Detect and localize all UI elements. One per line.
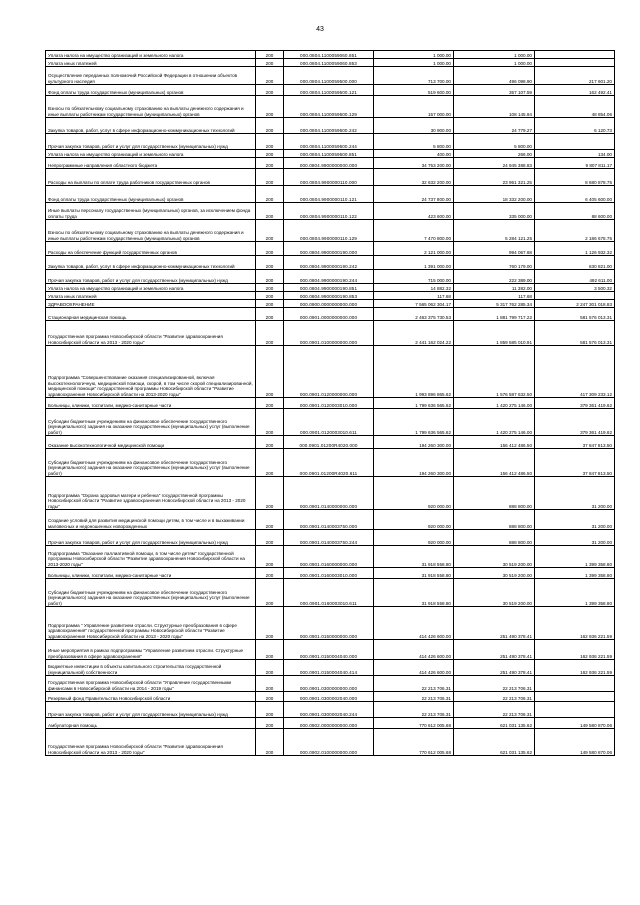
row-remaining-cell: 149 580 870.06: [535, 729, 615, 756]
row-code-cell: 200: [256, 169, 284, 186]
row-classification-cell: 000.0902.0100000000.000: [284, 729, 374, 756]
row-code-cell: 200: [256, 660, 284, 676]
row-plan-cell: 7 470 800.00: [374, 220, 454, 242]
row-plan-cell: 31 918 558.80: [374, 546, 454, 568]
row-classification-cell: 000.0804.9900000000.000: [284, 158, 374, 169]
row-classification-cell: 000.0804.9900000190.244: [284, 270, 374, 284]
row-plan-cell: 1 993 896 865.62: [374, 346, 454, 398]
row-executed-cell: 156 412 486.50: [454, 436, 535, 449]
row-classification-cell: 000.0901.01200R4020.611: [284, 449, 374, 477]
table-row: [46, 729, 615, 756]
row-code-cell: 200: [256, 321, 284, 346]
table-row: [46, 96, 615, 118]
row-plan-cell: 715 000.00: [374, 270, 454, 284]
row-name-cell: Иные мероприятия в рамках подпрограммы "Управление развитием отрасли. Структурные преобразования в сфере здравоохранения": [46, 640, 256, 660]
row-classification-cell: 000.0804.9900000190.242: [284, 256, 374, 270]
table-row: [46, 308, 615, 321]
row-remaining-cell: [535, 692, 615, 702]
table-row: [46, 203, 615, 220]
row-plan-cell: 22 213 706.31: [374, 676, 454, 692]
row-code-cell: 200: [256, 676, 284, 692]
row-plan-cell: 7 565 062 304.17: [374, 300, 454, 308]
row-remaining-cell: 162 936 221.59: [535, 640, 615, 660]
row-classification-cell: 000.0804.9900000110.000: [284, 169, 374, 186]
row-remaining-cell: 149 580 870.06: [535, 718, 615, 729]
row-plan-cell: 920 000.00: [374, 510, 454, 530]
row-remaining-cell: 217 601.20: [535, 67, 615, 85]
table-row: [46, 270, 615, 284]
row-classification-cell: 000.0804.9900000190.000: [284, 242, 374, 256]
row-remaining-cell: 379 361 419.62: [535, 409, 615, 436]
row-name-cell: Прочая закупка товаров, работ и услуг для государственных (муниципальных) нужд: [46, 702, 256, 718]
row-executed-cell: 5 800.00: [454, 134, 535, 150]
row-code-cell: 200: [256, 134, 284, 150]
row-code-cell: 200: [256, 436, 284, 449]
row-remaining-cell: 417 309 233.12: [535, 346, 615, 398]
row-name-cell: Создание условий для развития медицинской помощи детям, в том числе и в выхаживании маловесных и недоношенных новорожденных: [46, 510, 256, 530]
row-classification-cell: 000.0901.0150004040.000: [284, 640, 374, 660]
table-row: [46, 256, 615, 270]
row-code-cell: 200: [256, 640, 284, 660]
row-executed-cell: 108 145.94: [454, 96, 535, 118]
row-code-cell: 200: [256, 579, 284, 607]
row-remaining-cell: [535, 676, 615, 692]
row-classification-cell: 000.0901.0160003010.611: [284, 579, 374, 607]
row-code-cell: 200: [256, 186, 284, 203]
row-name-cell: Подпрограмма " Управление развитием отрасли. Структурные преобразования в сфере здравоохранения" государственной программы Новосибирской области "Развитие здравоохранения Новосибирской области на 2013 - 2020 годы": [46, 607, 256, 640]
row-plan-cell: 22 213 706.31: [374, 702, 454, 718]
row-executed-cell: 1 576 587 632.50: [454, 346, 535, 398]
row-name-cell: Уплата иных платежей: [46, 59, 256, 67]
row-name-cell: Прочая закупка товаров, работ и услуг для государственных (муниципальных) нужд: [46, 530, 256, 546]
row-classification-cell: 000.0901.0300000000.000: [284, 676, 374, 692]
table-row: [46, 640, 615, 660]
row-remaining-cell: 6 120.73: [535, 118, 615, 134]
table-row: [46, 67, 615, 85]
row-executed-cell: 23 951 321.25: [454, 169, 535, 186]
table-row: [46, 702, 615, 718]
row-plan-cell: 519 600.00: [374, 85, 454, 96]
row-classification-cell: 000.0804.1100059500.242: [284, 118, 374, 134]
row-code-cell: 200: [256, 59, 284, 67]
row-code-cell: 200: [256, 118, 284, 134]
table-row: [46, 568, 615, 579]
table-row: [46, 579, 615, 607]
row-code-cell: 200: [256, 530, 284, 546]
row-plan-cell: 22 213 706.31: [374, 692, 454, 702]
row-executed-cell: 888 800.00: [454, 530, 535, 546]
row-classification-cell: 000.0804.9900000190.853: [284, 292, 374, 300]
row-classification-cell: 000.0804.1100059060.853: [284, 59, 374, 67]
row-classification-cell: 000.0902.0000000000.000: [284, 718, 374, 729]
row-remaining-cell: 1 399 358.80: [535, 546, 615, 568]
row-plan-cell: 14 882.32: [374, 284, 454, 292]
row-name-cell: Уплата налога на имущество организаций и земельного налога: [46, 284, 256, 292]
row-remaining-cell: [535, 51, 615, 59]
row-remaining-cell: 1 399 358.80: [535, 568, 615, 579]
table-row: [46, 292, 615, 300]
table-row: [46, 449, 615, 477]
row-executed-cell: 251 490 378.41: [454, 660, 535, 676]
row-code-cell: 200: [256, 51, 284, 59]
row-name-cell: Фонд оплаты труда государственных (муниципальных) органов: [46, 85, 256, 96]
row-name-cell: Закупка товаров, работ, услуг в сфере информационно-коммуникационных технологий: [46, 118, 256, 134]
row-executed-cell: 22 213 706.31: [454, 692, 535, 702]
row-classification-cell: 000.0804.1100059500.121: [284, 85, 374, 96]
row-executed-cell: 22 213 706.31: [454, 702, 535, 718]
row-plan-cell: 30 900.00: [374, 118, 454, 134]
row-executed-cell: 30 519 200.00: [454, 579, 535, 607]
row-plan-cell: 920 000.00: [374, 477, 454, 510]
row-name-cell: Оказание высокотехнологичной медицинской помощи: [46, 436, 256, 449]
row-code-cell: 200: [256, 346, 284, 398]
row-remaining-cell: 492 611.00: [535, 270, 615, 284]
row-executed-cell: 251 490 378.41: [454, 607, 535, 640]
row-code-cell: 200: [256, 256, 284, 270]
row-remaining-cell: 8 680 878.75: [535, 169, 615, 186]
row-plan-cell: 32 632 200.00: [374, 169, 454, 186]
row-remaining-cell: 37 847 813.50: [535, 436, 615, 449]
row-remaining-cell: 37 847 813.50: [535, 449, 615, 477]
row-code-cell: 200: [256, 702, 284, 718]
row-plan-cell: 713 700.00: [374, 67, 454, 85]
row-name-cell: Субсидии бюджетным учреждениям на финансовое обеспечение государственного (муниципального) задания на оказание государственных (муниципальных) услуг (выполнение работ): [46, 409, 256, 436]
row-remaining-cell: 581 576 013.31: [535, 321, 615, 346]
row-plan-cell: 1 799 636 565.62: [374, 398, 454, 409]
row-remaining-cell: [535, 702, 615, 718]
row-executed-cell: 1 859 585 010.91: [454, 321, 535, 346]
row-remaining-cell: [535, 59, 615, 67]
row-name-cell: Фонд оплаты труда государственных (муниципальных) органов: [46, 186, 256, 203]
row-name-cell: Подпрограмма "Оказание паллиативной помощи, в том числе детям" государственной программы Новосибирской области "Развитие здравоохранения Новосибирской области на 2013-2020 годы": [46, 546, 256, 568]
row-executed-cell: 30 519 200.00: [454, 546, 535, 568]
table-row: [46, 692, 615, 702]
row-name-cell: Осуществление переданных полномочий Российской Федерации в отношении объектов культурного наследия: [46, 67, 256, 85]
row-executed-cell: 1 000.00: [454, 51, 535, 59]
row-plan-cell: 157 000.00: [374, 96, 454, 118]
row-classification-cell: 000.0804.9900000110.122: [284, 203, 374, 220]
row-executed-cell: 30 519 200.00: [454, 568, 535, 579]
row-name-cell: Уплата налога на имущество организаций и земельного налога: [46, 150, 256, 158]
row-name-cell: Резервный фонд Правительства Новосибирской области: [46, 692, 256, 702]
row-code-cell: 200: [256, 292, 284, 300]
row-plan-cell: 920 000.00: [374, 530, 454, 546]
row-name-cell: Прочая закупка товаров, работ и услуг для государственных (муниципальных) нужд: [46, 134, 256, 150]
row-executed-cell: 24 945 388.83: [454, 158, 535, 169]
table-row: [46, 477, 615, 510]
row-remaining-cell: 31 200.00: [535, 530, 615, 546]
row-code-cell: 200: [256, 409, 284, 436]
row-code-cell: 200: [256, 729, 284, 756]
row-classification-cell: 000.0804.9900000110.129: [284, 220, 374, 242]
page-number: 43: [316, 26, 324, 33]
row-name-cell: Непрограммные направления областного бюджета: [46, 158, 256, 169]
row-name-cell: Закупка товаров, работ, услуг в сфере информационно-коммуникационных технологий: [46, 256, 256, 270]
row-classification-cell: 000.0901.0100000000.000: [284, 321, 374, 346]
table-row: [46, 530, 615, 546]
row-remaining-cell: 88 600.00: [535, 203, 615, 220]
row-classification-cell: 000.0901.0000000000.000: [284, 308, 374, 321]
row-executed-cell: 621 031 135.62: [454, 718, 535, 729]
row-remaining-cell: 1 399 358.80: [535, 579, 615, 607]
row-name-cell: Больницы, клиники, госпитали, медико-санитарные части: [46, 568, 256, 579]
row-name-cell: Расходы на выплаты по оплате труда работников государственных органов: [46, 169, 256, 186]
row-executed-cell: 5 317 762 285.34: [454, 300, 535, 308]
row-plan-cell: 414 426 600.00: [374, 640, 454, 660]
row-code-cell: 200: [256, 718, 284, 729]
row-executed-cell: 266.00: [454, 150, 535, 158]
table-row: [46, 409, 615, 436]
row-executed-cell: 1 000.00: [454, 59, 535, 67]
row-plan-cell: 117.68: [374, 292, 454, 300]
row-executed-cell: 222 389.00: [454, 270, 535, 284]
row-classification-cell: 000.0901.0140003750.244: [284, 530, 374, 546]
row-remaining-cell: 134.00: [535, 150, 615, 158]
row-name-cell: Стационарная медицинская помощь: [46, 308, 256, 321]
row-code-cell: 200: [256, 692, 284, 702]
row-remaining-cell: 630 821.00: [535, 256, 615, 270]
row-remaining-cell: 31 200.00: [535, 510, 615, 530]
row-remaining-cell: 31 200.00: [535, 477, 615, 510]
row-classification-cell: 000.0901.0300002040.244: [284, 702, 374, 718]
table-row: [46, 398, 615, 409]
row-code-cell: 200: [256, 449, 284, 477]
row-classification-cell: 000.0804.9900000190.851: [284, 284, 374, 292]
table-row: [46, 546, 615, 568]
table-row: [46, 51, 615, 59]
row-classification-cell: 000.0901.0150004040.414: [284, 660, 374, 676]
row-code-cell: 200: [256, 85, 284, 96]
table-row: [46, 510, 615, 530]
row-remaining-cell: 162 492.41: [535, 85, 615, 96]
row-name-cell: ЗДРАВООХРАНЕНИЕ: [46, 300, 256, 308]
row-classification-cell: 000.0901.0140003750.000: [284, 510, 374, 530]
table-row: [46, 242, 615, 256]
row-code-cell: 200: [256, 398, 284, 409]
table-row: [46, 607, 615, 640]
row-remaining-cell: [535, 134, 615, 150]
table-row: [46, 321, 615, 346]
table-row: [46, 660, 615, 676]
row-name-cell: Прочая закупка товаров, работ и услуг для государственных (муниципальных) нужд: [46, 270, 256, 284]
row-classification-cell: 000.0901.0120000000.000: [284, 346, 374, 398]
row-executed-cell: 760 179.00: [454, 256, 535, 270]
table-row: [46, 676, 615, 692]
row-executed-cell: 24 779.27: [454, 118, 535, 134]
row-plan-cell: 194 260 300.00: [374, 449, 454, 477]
table-row: [46, 169, 615, 186]
row-plan-cell: 2 121 000.00: [374, 242, 454, 256]
row-remaining-cell: [535, 292, 615, 300]
row-remaining-cell: 2 186 678.75: [535, 220, 615, 242]
row-code-cell: 200: [256, 477, 284, 510]
row-code-cell: 200: [256, 158, 284, 169]
row-name-cell: Субсидии бюджетным учреждениям на финансовое обеспечение государственного (муниципального) задания на оказание государственных (муниципальных) услуг (выполнение работ): [46, 579, 256, 607]
row-plan-cell: 400.00: [374, 150, 454, 158]
row-classification-cell: 000.0901.0140000000.000: [284, 477, 374, 510]
row-remaining-cell: 379 361 419.62: [535, 398, 615, 409]
row-plan-cell: 24 737 800.00: [374, 186, 454, 203]
row-code-cell: 200: [256, 546, 284, 568]
table-row: [46, 59, 615, 67]
row-classification-cell: 000.0901.0160000000.000: [284, 546, 374, 568]
row-executed-cell: 621 031 135.62: [454, 729, 535, 756]
row-name-cell: Взносы по обязательному социальному страхованию на выплаты денежного содержания и иные выплаты работникам государственных (муниципальных) органов: [46, 220, 256, 242]
row-name-cell: Больницы, клиники, госпитали, медико-санитарные части: [46, 398, 256, 409]
table-row: [46, 346, 615, 398]
row-code-cell: 200: [256, 270, 284, 284]
row-plan-cell: 2 441 162 024.22: [374, 321, 454, 346]
table-row: [46, 134, 615, 150]
row-name-cell: Расходы на обеспечение функций государственных органов: [46, 242, 256, 256]
row-plan-cell: 1 000.00: [374, 59, 454, 67]
row-classification-cell: 000.0804.1100059500.129: [284, 96, 374, 118]
row-remaining-cell: 162 936 221.59: [535, 607, 615, 640]
budget-execution-table: [45, 50, 615, 756]
row-executed-cell: 5 284 121.25: [454, 220, 535, 242]
table-row: [46, 150, 615, 158]
row-code-cell: 200: [256, 568, 284, 579]
table-body: [46, 51, 615, 756]
row-name-cell: Подпрограмма "Совершенствование оказания специализированной, включая высокотехнологичную, медицинской помощи, скорой, в том числе скорой специализированной, медицинской помощи" государственной программы Новосибирской области "Развитие здравоохранения Новосибирской области на 2013-2020 годы": [46, 346, 256, 398]
row-code-cell: 200: [256, 67, 284, 85]
row-code-cell: 200: [256, 300, 284, 308]
row-name-cell: Государственная программа Новосибирской области "Развитие здравоохранения Новосибирской области на 2013 - 2020 годы": [46, 321, 256, 346]
row-name-cell: Взносы по обязательному социальному страхованию на выплаты денежного содержания и иные выплаты работникам государственных (муниципальных) органов: [46, 96, 256, 118]
row-remaining-cell: 581 576 013.31: [535, 308, 615, 321]
row-code-cell: 200: [256, 203, 284, 220]
row-code-cell: 200: [256, 242, 284, 256]
row-plan-cell: 414 426 600.00: [374, 660, 454, 676]
row-code-cell: 200: [256, 220, 284, 242]
row-plan-cell: 194 260 300.00: [374, 436, 454, 449]
row-classification-cell: 000.0804.1100059500.244: [284, 134, 374, 150]
row-executed-cell: 251 490 378.41: [454, 640, 535, 660]
row-code-cell: 200: [256, 150, 284, 158]
row-plan-cell: 1 391 000.00: [374, 256, 454, 270]
row-plan-cell: 5 800.00: [374, 134, 454, 150]
row-plan-cell: 31 918 558.80: [374, 568, 454, 579]
row-executed-cell: 18 332 200.00: [454, 186, 535, 203]
row-executed-cell: 117.68: [454, 292, 535, 300]
row-name-cell: Иные выплаты персоналу государственных (муниципальных) органов, за исключением фонда оплаты труда: [46, 203, 256, 220]
row-classification-cell: 000.0804.1100059500.851: [284, 150, 374, 158]
row-classification-cell: 000.0804.9900000110.121: [284, 186, 374, 203]
row-classification-cell: 000.0900.0000000000.000: [284, 300, 374, 308]
table-row: [46, 158, 615, 169]
row-plan-cell: 31 918 558.80: [374, 579, 454, 607]
row-plan-cell: 414 426 600.00: [374, 607, 454, 640]
row-name-cell: Бюджетные инвестиции в объекты капитального строительства государственной (муниципальной) собственности: [46, 660, 256, 676]
row-plan-cell: 1 799 636 565.62: [374, 409, 454, 436]
row-executed-cell: 1 420 275 146.00: [454, 409, 535, 436]
table-row: [46, 186, 615, 203]
row-classification-cell: 000.0804.1100059060.851: [284, 51, 374, 59]
row-remaining-cell: 9 807 811.17: [535, 158, 615, 169]
row-executed-cell: 357 107.59: [454, 85, 535, 96]
row-classification-cell: 000.0901.0150000000.000: [284, 607, 374, 640]
row-plan-cell: 2 463 375 730.53: [374, 308, 454, 321]
row-name-cell: Амбулаторная помощь: [46, 718, 256, 729]
row-name-cell: Субсидии бюджетным учреждениям на финансовое обеспечение государственного (муниципального) задания на оказание государственных (муниципальных) услуг (выполнение работ): [46, 449, 256, 477]
table-row: [46, 220, 615, 242]
table-row: [46, 118, 615, 134]
row-plan-cell: 770 612 005.68: [374, 729, 454, 756]
row-classification-cell: 000.0901.0120003010.000: [284, 398, 374, 409]
row-executed-cell: 1 420 275 146.00: [454, 398, 535, 409]
row-plan-cell: 34 753 200.00: [374, 158, 454, 169]
row-plan-cell: 770 612 005.68: [374, 718, 454, 729]
row-code-cell: 200: [256, 284, 284, 292]
row-name-cell: Уплата иных платежей: [46, 292, 256, 300]
row-remaining-cell: 1 126 932.32: [535, 242, 615, 256]
table-row: [46, 284, 615, 292]
table-row: [46, 718, 615, 729]
row-executed-cell: 22 213 706.31: [454, 676, 535, 692]
row-executed-cell: 496 098.90: [454, 67, 535, 85]
row-plan-cell: 1 000.00: [374, 51, 454, 59]
row-executed-cell: 156 412 486.50: [454, 449, 535, 477]
row-executed-cell: 11 382.00: [454, 284, 535, 292]
row-classification-cell: 000.0901.0300002040.000: [284, 692, 374, 702]
row-executed-cell: 888 800.00: [454, 510, 535, 530]
row-remaining-cell: 2 247 301 018.83: [535, 300, 615, 308]
row-remaining-cell: 6 405 600.00: [535, 186, 615, 203]
row-executed-cell: 888 800.00: [454, 477, 535, 510]
table-row: [46, 436, 615, 449]
row-code-cell: 200: [256, 308, 284, 321]
row-classification-cell: 000.0901.0160003010.000: [284, 568, 374, 579]
row-name-cell: Государственная программа Новосибирской области "Управление государственными финансами в Новосибирской области на 2014 - 2019 годы": [46, 676, 256, 692]
row-remaining-cell: 162 936 221.59: [535, 660, 615, 676]
row-classification-cell: 000.0901.0120003010.611: [284, 409, 374, 436]
row-name-cell: Уплата налога на имущество организаций и земельного налога: [46, 51, 256, 59]
row-name-cell: Подпрограмма "Охрана здоровья матери и ребенка" государственной программы Новосибирской области "Развитие здравоохранения Новосибирской области на 2013 - 2020 годы": [46, 477, 256, 510]
row-remaining-cell: 48 854.06: [535, 96, 615, 118]
row-name-cell: Государственная программа Новосибирской области "Развитие здравоохранения Новосибирской области на 2013 - 2020 годы": [46, 729, 256, 756]
row-code-cell: 200: [256, 510, 284, 530]
row-classification-cell: 000.0804.1100059500.000: [284, 67, 374, 85]
row-executed-cell: 994 067.68: [454, 242, 535, 256]
row-executed-cell: 335 000.00: [454, 203, 535, 220]
row-classification-cell: 000.0901.01200R4020.000: [284, 436, 374, 449]
row-executed-cell: 1 881 799 717.22: [454, 308, 535, 321]
row-plan-cell: 423 600.00: [374, 203, 454, 220]
table-row: [46, 300, 615, 308]
row-remaining-cell: 3 500.32: [535, 284, 615, 292]
row-code-cell: 200: [256, 96, 284, 118]
table-row: [46, 85, 615, 96]
row-code-cell: 200: [256, 607, 284, 640]
